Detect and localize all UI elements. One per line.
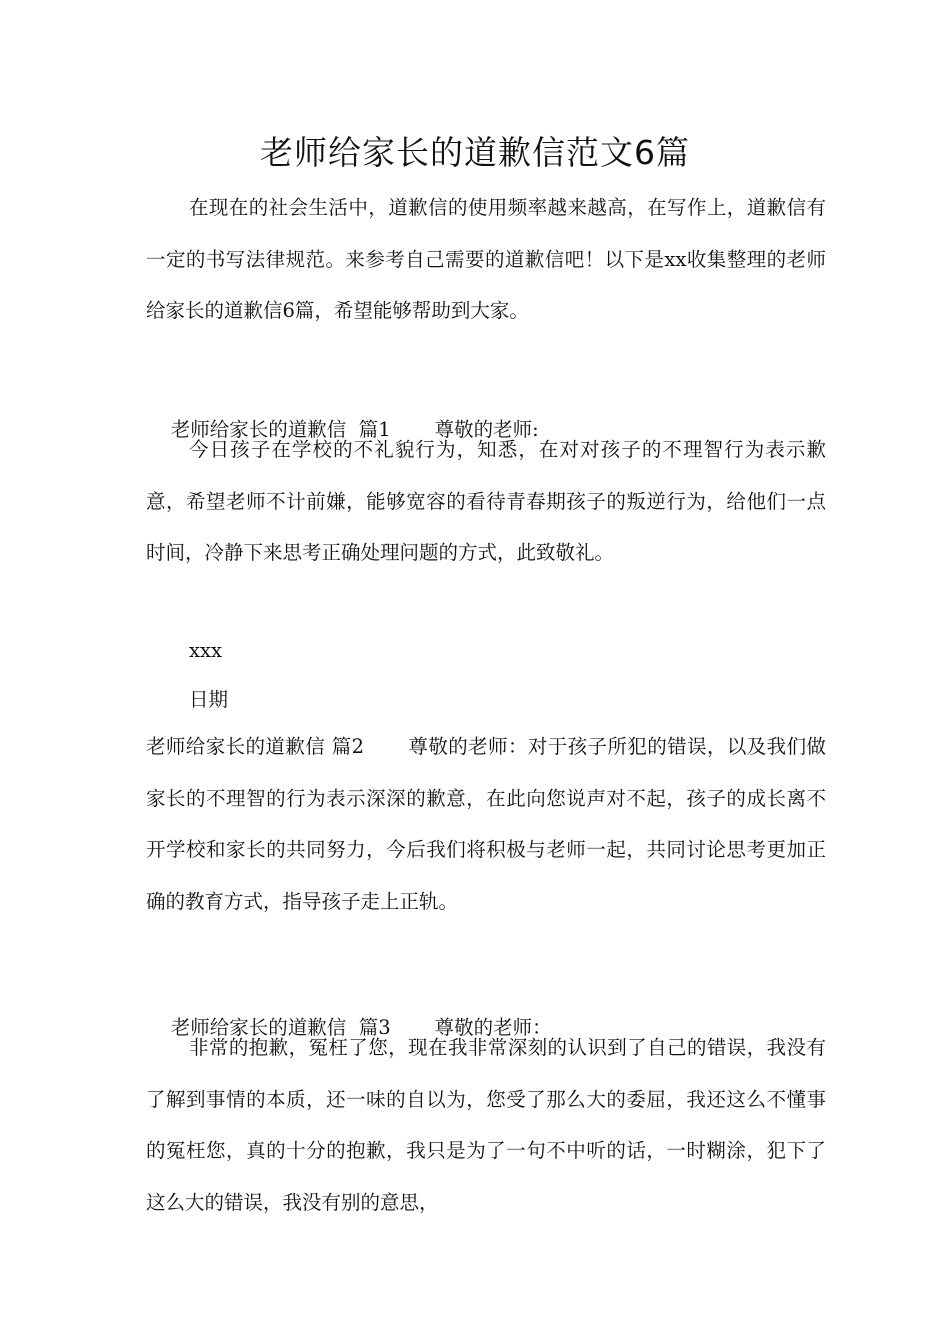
letter1-body: 今日孩子在学校的不礼貌行为，知悉，在对对孩子的不理智行为表示歉意，希望老师不计前嫌，能够宽容的看待青春期孩子的叛逆行为，给他们一点时间，冷静下来思考正确处理问题的方式，此致敬礼。 [146, 438, 826, 564]
letter2-body: 尊敬的老师：对于孩子所犯的错误，以及我们做家长的不理智的行为表示深深的歉意，在此向您说声对不起，孩子的成长离不开学校和家长的共同努力，今后我们将积极与老师一起，共同讨论思考更加正确的教育方式，指导孩子走上正轨。 [146, 735, 826, 913]
letter1-date: 日期 [189, 688, 229, 711]
letter1-salutation: 尊敬的老师: [434, 418, 539, 441]
intro-paragraph: 在现在的社会生活中，道歉信的使用频率越来越高，在写作上，道歉信有一定的书写法律规范。来参考自己需要的道歉信吧！以下是xx收集整理的老师给家长的道歉信6篇，希望能够帮助到大家。 [146, 196, 826, 322]
letter1-heading: 老师给家长的道歉信 篇1 [170, 418, 391, 441]
document-title: 老师给家长的道歉信范文6篇 [260, 133, 690, 172]
letter2-heading: 老师给家长的道歉信 篇2 [146, 735, 365, 758]
letter2-paragraph [146, 721, 826, 927]
letter3-heading: 老师给家长的道歉信 篇3 [170, 1016, 391, 1039]
letter3-body: 非常的抱歉，冤枉了您，现在我非常深刻的认识到了自己的错误，我没有了解到事情的本质，还一味的自以为，您受了那么大的委屈，我还这么不懂事的冤枉您，真的十分的抱歉，我只是为了一句不中听的话，一时糊涂，犯下了这么大的错误，我没有别的意思， [146, 1036, 826, 1214]
letter3-salutation: 尊敬的老师： [434, 1016, 552, 1039]
letter1-signature: xxx [189, 639, 222, 662]
